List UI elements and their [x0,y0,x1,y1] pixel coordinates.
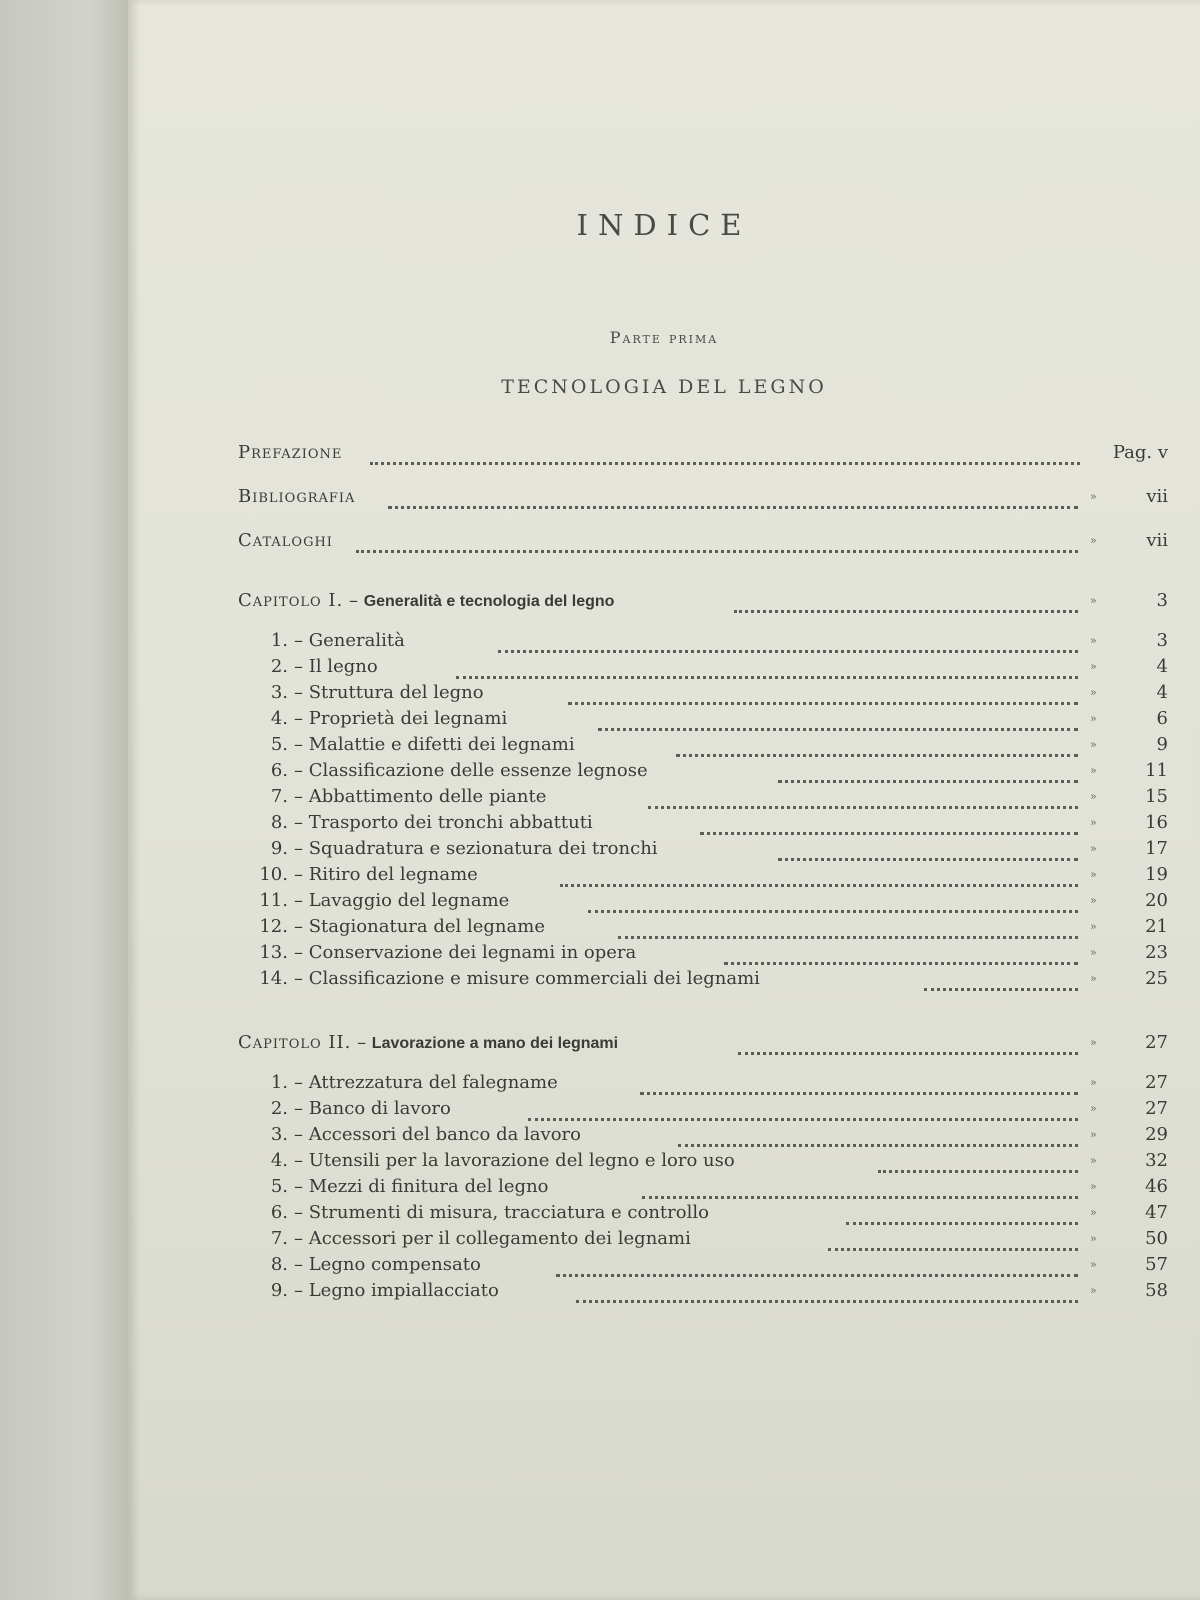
toc-entry[interactable] [238,914,1168,940]
ditto-mark: » [1090,1036,1097,1049]
leader-dots [846,1202,1078,1225]
ditto-mark: » [1090,1154,1097,1167]
leader-dots [528,1098,1078,1121]
leader-dots [556,1254,1078,1277]
section-number: 3. [270,1124,288,1145]
toc-entry[interactable] [238,628,1168,654]
toc-entry-label [238,1148,735,1174]
section-number: 9. [270,1280,288,1301]
facing-page-edge [0,0,128,1600]
section-title: – Strumenti di misura, tracciatura e controllo [294,1202,709,1223]
leader-dots [642,1176,1078,1199]
ditto-mark: » [1090,842,1097,855]
toc-entry-page: Pag. v [1112,442,1168,463]
chapter-title: Lavorazione a mano dei legnami [371,1035,619,1052]
toc-entry-page: 27 [1145,1072,1168,1093]
chapter-dash: – [348,590,358,611]
leader-dots [560,864,1078,887]
section-title: – Il legno [294,656,378,677]
chapter-label: Capitolo II. [238,1032,352,1053]
toc-entry[interactable] [238,810,1168,836]
index-page [128,0,1200,1600]
ditto-mark: » [1090,686,1097,699]
leader-dots [588,890,1078,913]
toc-entry-label [238,732,575,758]
toc-entry-page: 58 [1145,1280,1168,1301]
toc-entry[interactable] [238,1226,1168,1252]
leader-dots [778,838,1078,861]
toc-entry-label [238,1278,499,1304]
section-title: – Classificazione e misure commerciali dei legnami [294,968,760,989]
leader-dots [356,530,1078,553]
toc-entry-page: 29 [1145,1124,1168,1145]
ditto-mark: » [1090,534,1097,547]
chapter-heading[interactable] [238,588,1168,614]
section-number: 6. [270,760,288,781]
toc-entry-page: 25 [1145,968,1168,989]
ditto-mark: » [1090,1258,1097,1271]
toc-entry-label [238,654,378,680]
ditto-mark: » [1090,634,1097,647]
toc-entry-prefazione[interactable] [238,440,1168,466]
ditto-mark: » [1090,1206,1097,1219]
toc-entry-page: 6 [1156,708,1168,729]
ditto-mark: » [1090,1232,1097,1245]
toc-entry[interactable] [238,862,1168,888]
toc-entry-label: Prefazione [238,442,343,463]
section-number: 11. [259,890,288,911]
ditto-mark: » [1090,764,1097,777]
toc-entry-label [238,836,658,862]
toc-entry-label: Cataloghi [238,530,333,551]
section-number: 5. [270,734,288,755]
section-title: – Malattie e difetti dei legnami [294,734,575,755]
ditto-mark: » [1090,920,1097,933]
toc-entry[interactable] [238,888,1168,914]
section-number: 10. [259,864,288,885]
section-number: 7. [270,1228,288,1249]
section-number: 14. [259,968,288,989]
toc-entry-page: 3 [1156,630,1168,651]
toc-entry[interactable] [238,706,1168,732]
leader-dots [878,1150,1078,1173]
chapter-heading[interactable] [238,1030,1168,1056]
section-title: – Attrezzatura del falegname [294,1072,558,1093]
leader-dots [576,1280,1078,1303]
leader-dots [498,630,1078,653]
leader-dots [388,486,1078,509]
toc-entry-label [238,784,546,810]
toc-entry-page: 50 [1145,1228,1168,1249]
toc-entry-page: 4 [1156,656,1168,677]
section-number: 4. [270,708,288,729]
toc-entry-page: vii [1146,530,1168,551]
ditto-mark: » [1090,894,1097,907]
toc-entry[interactable] [238,758,1168,784]
toc-entry-page: 4 [1156,682,1168,703]
toc-entry[interactable] [238,1122,1168,1148]
chapter-title: Generalità e tecnologia del legno [363,593,615,610]
toc-entry[interactable] [238,1174,1168,1200]
leader-dots [778,760,1078,783]
section-title: – Legno impiallacciato [294,1280,499,1301]
leader-dots [738,1032,1078,1055]
toc-entry-page: vii [1146,486,1168,507]
toc-entry-page: 46 [1145,1176,1168,1197]
toc-entry-page: 27 [1145,1032,1168,1053]
toc-entry-label [238,888,509,914]
leader-dots [734,590,1078,613]
toc-entry-label [238,706,507,732]
leader-dots [924,968,1078,991]
ditto-mark: » [1090,946,1097,959]
toc-entry-label [238,680,484,706]
leader-dots [640,1072,1078,1095]
toc-entry[interactable] [238,1096,1168,1122]
ditto-mark: » [1090,1180,1097,1193]
toc-entry-page: 17 [1145,838,1168,859]
chapter-dash: – [357,1032,367,1053]
section-title: – Accessori per il collegamento dei legnami [294,1228,691,1249]
section-number: 6. [270,1202,288,1223]
section-title: – Abbattimento delle piante [294,786,547,807]
toc-entry-page: 16 [1145,812,1168,833]
ditto-mark: » [1090,972,1097,985]
toc-entry-label [238,1252,481,1278]
section-title: – Trasporto dei tronchi abbattuti [294,812,593,833]
leader-dots [724,942,1078,965]
section-number: 5. [270,1176,288,1197]
section-title: – Banco di lavoro [294,1098,451,1119]
section-title: – Conservazione dei legnami in opera [294,942,637,963]
section-number: 12. [259,916,288,937]
section-number: 8. [270,1254,288,1275]
leader-dots [598,708,1078,731]
toc-entry[interactable] [238,680,1168,706]
toc-entry[interactable] [238,940,1168,966]
ditto-mark: » [1090,868,1097,881]
toc-entry-label [238,1174,549,1200]
chapter-heading-text [238,1030,618,1057]
section-title: – Accessori del banco da lavoro [294,1124,581,1145]
toc-entry-label [238,810,593,836]
section-title: – Lavaggio del legname [294,890,510,911]
toc-entry-page: 23 [1145,942,1168,963]
section-title: – Proprietà dei legnami [294,708,508,729]
toc-entry-label: Bibliografia [238,486,356,507]
section-title: – Squadratura e sezionatura dei tronchi [294,838,658,859]
toc-entry[interactable] [238,1278,1168,1304]
section-title: – Legno compensato [294,1254,481,1275]
toc-entry[interactable] [238,732,1168,758]
toc-entry-label [238,1070,558,1096]
leader-dots [648,786,1078,809]
section-number: 4. [270,1150,288,1171]
ditto-mark: » [1090,1284,1097,1297]
section-title: – Struttura del legno [294,682,484,703]
ditto-mark: » [1090,594,1097,607]
toc-entry-label [238,628,405,654]
toc-entry-bibliografia[interactable] [238,484,1168,510]
section-title: – Stagionatura del legname [294,916,545,937]
toc-entry-page: 19 [1145,864,1168,885]
toc-entry-page: 21 [1145,916,1168,937]
toc-entry[interactable] [238,1252,1168,1278]
section-number: 13. [259,942,288,963]
page-title: INDICE [576,208,752,242]
leader-dots [700,812,1078,835]
toc-entry[interactable] [238,836,1168,862]
leader-dots [568,682,1078,705]
toc-entry-label [238,1096,451,1122]
ditto-mark: » [1090,790,1097,803]
section-number: 3. [270,682,288,703]
section-title: – Mezzi di finitura del legno [294,1176,549,1197]
ditto-mark: » [1090,490,1097,503]
ditto-mark: » [1090,1102,1097,1115]
toc-entry-label [238,966,760,992]
part-title: TECNOLOGIA DEL LEGNO [501,376,827,398]
toc-entry[interactable] [238,654,1168,680]
section-number: 8. [270,812,288,833]
toc-entry[interactable] [238,1148,1168,1174]
ditto-mark: » [1090,712,1097,725]
toc-entry-page: 27 [1145,1098,1168,1119]
section-number: 1. [270,630,288,651]
section-number: 2. [270,1098,288,1119]
toc-entry-label [238,1122,581,1148]
leader-dots [828,1228,1078,1251]
section-title: – Classificazione delle essenze legnose [294,760,648,781]
part-label: Parte prima [609,328,719,347]
section-title: – Ritiro del legname [294,864,478,885]
toc-entry-label [238,914,545,940]
toc-entry[interactable] [238,966,1168,992]
toc-entry-label [238,940,636,966]
toc-entry[interactable] [238,1200,1168,1226]
toc-entry-page: 32 [1145,1150,1168,1171]
section-title: – Utensili per la lavorazione del legno e loro uso [294,1150,735,1171]
toc-entry-page: 9 [1156,734,1168,755]
section-number: 7. [270,786,288,807]
section-number: 2. [270,656,288,677]
leader-dots [456,656,1078,679]
ditto-mark: » [1090,1128,1097,1141]
toc-entry-page: 47 [1145,1202,1168,1223]
toc-entry-page: 57 [1145,1254,1168,1275]
toc-entry-page: 3 [1156,590,1168,611]
leader-dots [370,442,1080,465]
toc-entry-page: 20 [1145,890,1168,911]
toc-entry-label [238,758,648,784]
toc-entry-label [238,1200,709,1226]
toc-entry[interactable] [238,1070,1168,1096]
ditto-mark: » [1090,816,1097,829]
toc-entry-label [238,1226,691,1252]
ditto-mark: » [1090,660,1097,673]
leader-dots [676,734,1078,757]
toc-entry-page: 11 [1145,760,1168,781]
ditto-mark: » [1090,738,1097,751]
leader-dots [678,1124,1078,1147]
ditto-mark: » [1090,1076,1097,1089]
chapter-heading-text [238,588,614,615]
leader-dots [618,916,1078,939]
section-number: 1. [270,1072,288,1093]
toc-entry[interactable] [238,784,1168,810]
toc-entry-page: 15 [1145,786,1168,807]
chapter-label: Capitolo I. [238,590,344,611]
section-title: – Generalità [294,630,405,651]
section-number: 9. [270,838,288,859]
toc-entry-label [238,862,478,888]
toc-entry-cataloghi[interactable] [238,528,1168,554]
